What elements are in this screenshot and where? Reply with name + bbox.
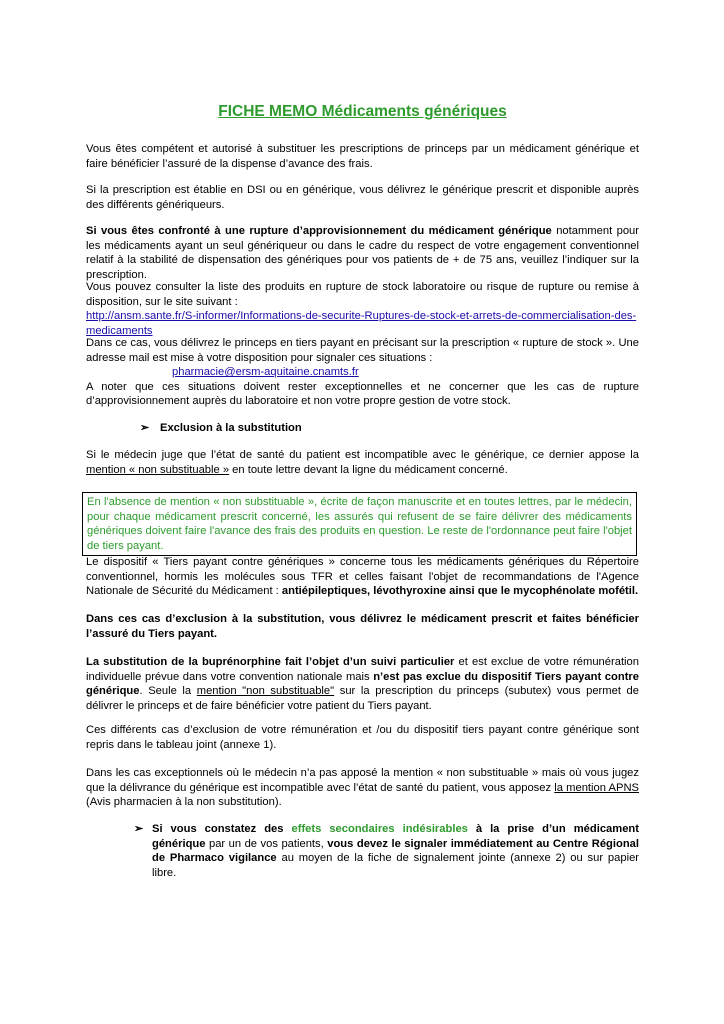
section-heading-exclusion	[140, 421, 302, 434]
stock-list-text: Vous pouvez consulter la liste des produits en rupture de stock laboratoire ou risque de rupture ou remise à disposition, sur le site suivant :	[86, 281, 639, 308]
paragraph-shortage-princeps	[86, 336, 639, 409]
paragraph-supply-shortage	[86, 224, 639, 282]
side-effects-highlight: effets secondaires indésirables	[291, 823, 468, 835]
contact-email-link[interactable]: pharmacie@ersm-aquitaine.cnamts.fr	[172, 366, 359, 379]
shortage-rest-text: notamment pour les médicaments ayant un seul génériqueur ou dans le cadre du respect de votre engagement conventionnel relatif à la stabilité de dispensation des génériques pour vos patients de + de 75 ans, veuillez l’indiquer sur la prescription.	[86, 225, 639, 281]
ansm-link[interactable]: http://ansm.sante.fr/S-informer/Informations-de-securite-Ruptures-de-stock-et-arrets-de-commercialisation-des-medicaments	[86, 310, 637, 337]
apns-text-end: (Avis pharmacien à la non substitution).	[86, 796, 282, 809]
tiers-payant-text: Le dispositif « Tiers payant contre génériques » concerne tous les médicaments génériques du Répertoire conventionnel, hormis les molécules sous TFR et celles faisant l'objet de recommandations de l'Agence Nationale de Sécurité du Médicament :	[86, 556, 639, 598]
tiers-payant-exceptions: antiépileptiques, lévothyroxine ainsi que le mycophénolate mofétil.	[281, 585, 639, 598]
paragraph-stock-list	[86, 280, 639, 338]
side-effects-text: par un de vos patients,	[205, 837, 328, 850]
side-effects-bold-1: Si vous constatez des	[152, 823, 292, 835]
bullet-side-effects	[134, 822, 640, 880]
paragraph-tiers-payant	[86, 555, 639, 599]
notice-box: En l'absence de mention « non substituable », écrite de façon manuscrite et en toutes lettres, par le médecin, pour chaque médicament prescrit concerné, les assurés qui refusent de se faire délivrer des médicaments génériques doivent faire l'avance des frais des produits en question. Le reste de l'ordonnance peut faire l'objet de tiers payant.	[82, 492, 637, 556]
shortage-bold-text: Si vous êtes confronté à une rupture d’approvisionnement du médicament générique	[86, 225, 552, 237]
section-heading-text: Exclusion à la substitution	[160, 422, 302, 434]
apns-text-start: Dans les cas exceptionnels où le médecin n’a pas apposé la mention « non substituable » mais où vous jugez que la délivrance du générique est incompatible avec l’état de santé du patient, vous apposez	[86, 767, 639, 794]
princeps-text: Dans ce cas, vous délivrez le princeps en tiers payant en précisant sur la prescription « rupture de stock ». Une adresse mail est mise à votre disposition pour signaler ces situations :	[86, 337, 639, 364]
paragraph-substitution-intro: Vous êtes compétent et autorisé à substituer les prescriptions de princeps par un médicament générique et faire bénéficier l’assuré de la dispense d’avance des frais.	[86, 143, 639, 170]
paragraph-annexe-1: Ces différents cas d’exclusion de votre rémunération et /ou du dispositif tiers payant contre générique sont repris dans le tableau joint (annexe 1).	[86, 724, 639, 751]
side-effects-bold-2: à la prise d’un médicament générique	[152, 823, 639, 850]
arrow-bullet-icon: ➢	[140, 422, 150, 434]
apns-mention: la mention APNS	[554, 781, 639, 794]
bupre-text-2: . Seule la	[139, 685, 197, 698]
non-sub-mention: mention « non substituable »	[86, 463, 230, 476]
bupre-text-1: et est exclue de votre rémunération individuelle prévue dans votre convention nationale mais	[86, 656, 639, 683]
non-sub-text-end: en toute lettre devant la ligne du médicament concerné.	[229, 463, 508, 476]
side-effects-bold-3: vous devez le signaler immédiatement au Centre Régional de Pharmaco vigilance	[152, 837, 639, 865]
arrow-bullet-icon: ➢	[134, 823, 144, 835]
bupre-bold-2: n’est pas exclue du dispositif Tiers payant contre générique	[86, 670, 639, 698]
paragraph-non-substituable	[86, 448, 639, 477]
page-title: FICHE MEMO Médicaments génériques	[218, 103, 507, 120]
non-sub-text-start: Si le médecin juge que l’état de santé du patient est incompatible avec le générique, ce dernier appose la	[86, 449, 639, 461]
paragraph-apns	[86, 766, 639, 810]
side-effects-text-end: au moyen de la fiche de signalement jointe (annexe 2) ou sur papier libre.	[152, 852, 640, 879]
paragraph-buprenorphine	[86, 655, 639, 713]
paragraph-exclusion-cases: Dans ces cas d’exclusion à la substitution, vous délivrez le médicament prescrit et faites bénéficier l’assuré du Tiers payant.	[86, 613, 639, 640]
bupre-text-end: sur la prescription du princeps (subutex) vous permet de délivrer le princeps et de faire bénéficier votre patient du Tiers payant.	[86, 685, 639, 712]
bupre-bold-1: La substitution de la buprénorphine fait l’objet d’un suivi particulier	[86, 656, 455, 668]
bupre-mention: mention "non substituable"	[196, 685, 335, 698]
paragraph-dsi-prescription: Si la prescription est établie en DSI ou en générique, vous délivrez le générique prescrit et disponible auprès des différents génériqueurs.	[86, 184, 639, 211]
shortage-note-text: A noter que ces situations doivent rester exceptionnelles et ne concerner que les cas de rupture d’approvisionnement auprès du laboratoire et non votre propre gestion de votre stock.	[86, 380, 639, 408]
